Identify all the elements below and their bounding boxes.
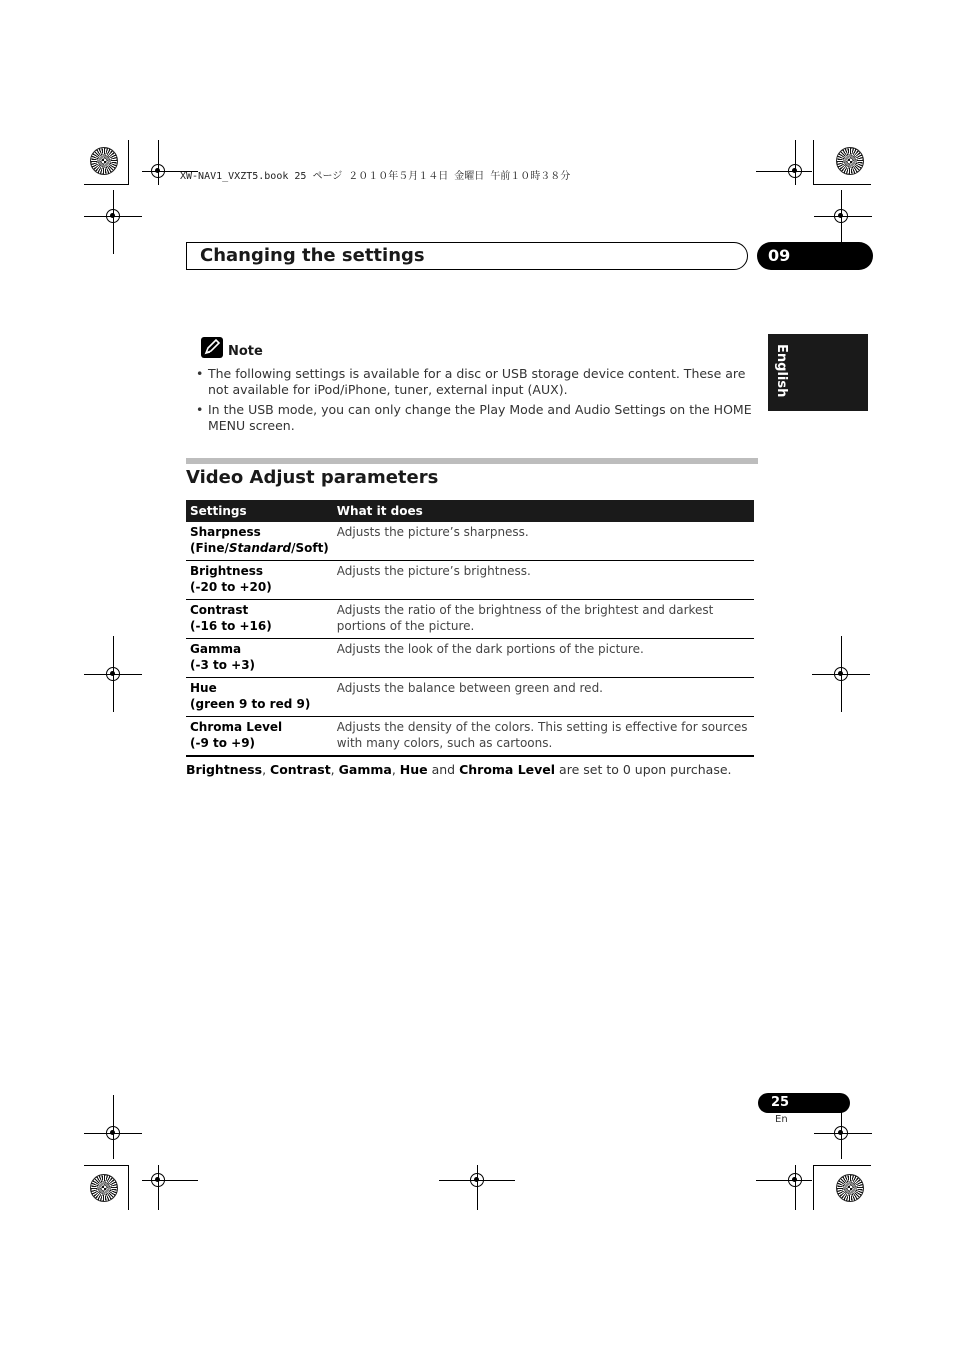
description-cell: Adjusts the balance between green and red. (333, 678, 754, 717)
page-number: 25 (771, 1095, 790, 1110)
note-label: Note (228, 344, 263, 359)
table-row (186, 522, 754, 561)
setting-range: (-20 to +20) (190, 580, 272, 594)
setting-cell (186, 639, 333, 678)
note-item-text: The following settings is available for a disc or USB storage device content. These are not available for iPod/iPhone, tuner, external input (AUX). (208, 366, 746, 397)
setting-name: Contrast (190, 603, 249, 617)
pencil-note-icon (201, 337, 223, 358)
language-tab-label: English (774, 344, 789, 398)
description-cell: Adjusts the ratio of the brightness of the brightest and darkest portions of the picture. (333, 600, 754, 639)
footer-note: Brightness, Contrast, Gamma, Hue and Chroma Level are set to 0 upon purchase. (186, 762, 732, 777)
setting-cell (186, 678, 333, 717)
setting-name: Sharpness (190, 525, 261, 539)
print-book-info: XW-NAV1_VXZT5.book 25 ページ ２０１０年５月１４日 金曜日 午前１０時３８分 (180, 171, 571, 182)
table-header-row (186, 500, 754, 522)
setting-range: (-3 to +3) (190, 658, 256, 672)
section-rule (186, 458, 758, 464)
note-item-text: In the USB mode, you can only change the Play Mode and Audio Settings on the HOME MENU screen. (208, 402, 752, 433)
description-cell: Adjusts the density of the colors. This setting is effective for sources with many colors, such as cartoons. (333, 717, 754, 757)
description-cell: Adjusts the picture’s sharpness. (333, 522, 754, 561)
description-cell: Adjusts the picture’s brightness. (333, 561, 754, 600)
table-row (186, 678, 754, 717)
table-row (186, 561, 754, 600)
setting-cell (186, 600, 333, 639)
table-row (186, 600, 754, 639)
setting-range: (-16 to +16) (190, 619, 272, 633)
setting-range: (-9 to +9) (190, 736, 256, 750)
column-header-settings: Settings (186, 500, 333, 522)
setting-cell (186, 717, 333, 757)
setting-name: Chroma Level (190, 720, 283, 734)
setting-cell (186, 561, 333, 600)
description-cell: Adjusts the look of the dark portions of the picture. (333, 639, 754, 678)
note-item (196, 402, 758, 436)
bullet-icon: • (196, 402, 204, 417)
setting-range: (green 9 to red 9) (190, 697, 311, 711)
section-title: Video Adjust parameters (186, 467, 439, 488)
setting-name: Hue (190, 681, 217, 695)
setting-range: (Fine/Standard/Soft) (190, 541, 329, 555)
chapter-number: 09 (768, 246, 791, 265)
table-row (186, 639, 754, 678)
column-header-what-it-does: What it does (333, 500, 754, 522)
setting-name: Gamma (190, 642, 242, 656)
chapter-title: Changing the settings (200, 245, 425, 266)
bullet-icon: • (196, 366, 204, 381)
setting-name: Brightness (190, 564, 264, 578)
page-language: En (775, 1114, 788, 1125)
table-row (186, 717, 754, 757)
settings-table (186, 500, 754, 757)
setting-cell (186, 522, 333, 561)
note-item (196, 366, 758, 400)
